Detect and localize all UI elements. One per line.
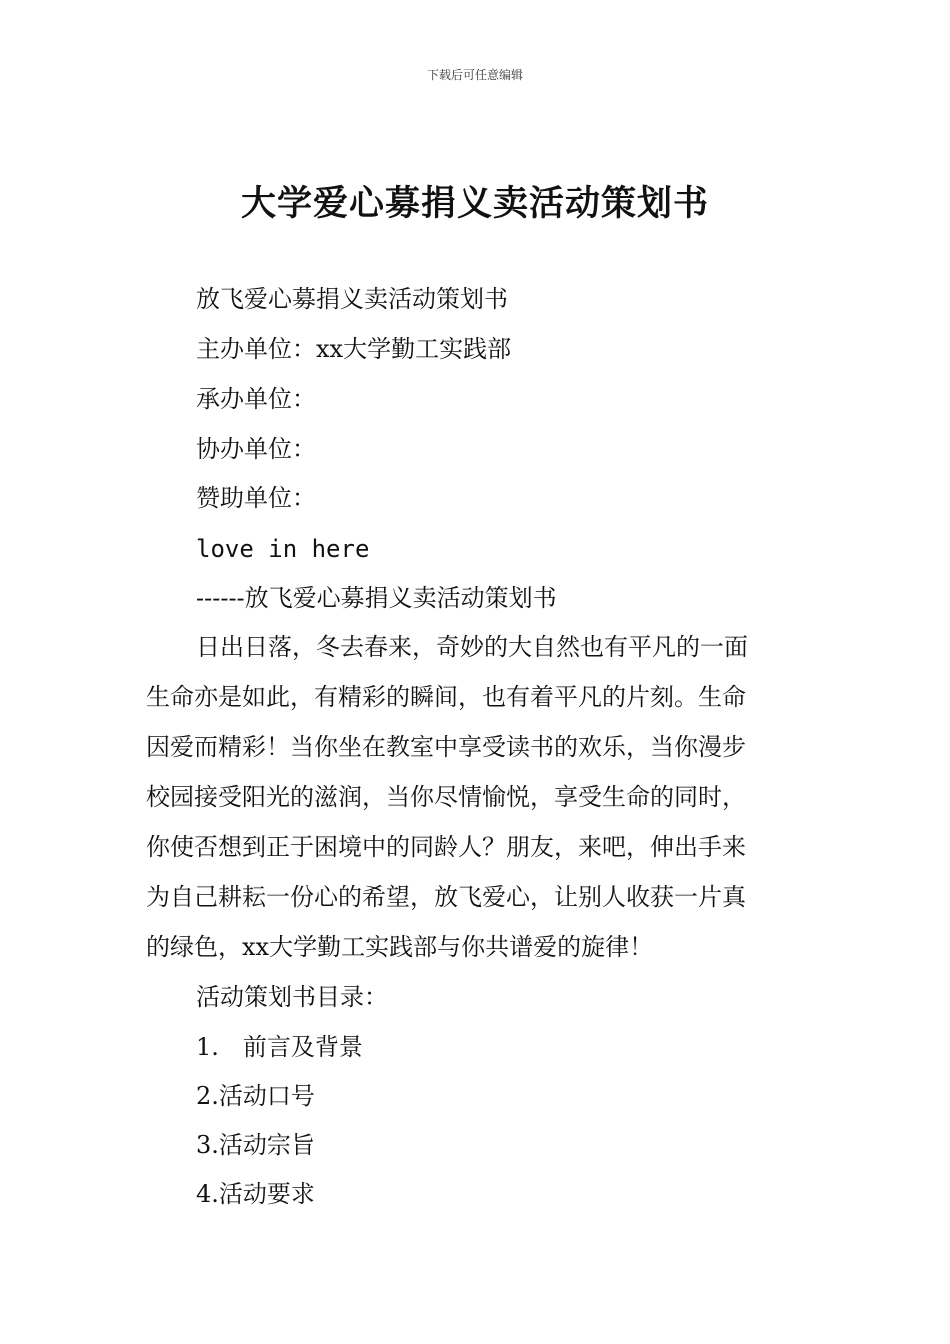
intro-paragraph-line: 的绿色，xx大学勤工实践部与你共谱爱的旋律！: [146, 933, 654, 961]
toc-item: 3.活动宗旨: [196, 1131, 315, 1159]
intro-paragraph-line: 生命亦是如此，有精彩的瞬间，也有着平凡的片刻。生命: [146, 683, 746, 711]
co-organizer-line: 协办单位：: [196, 435, 316, 463]
page-header-note: 下载后可任意编辑: [426, 68, 523, 82]
organizer-line: 主办单位：xx大学勤工实践部: [196, 335, 512, 363]
intro-paragraph-line: 为自己耕耘一份心的希望，放飞爱心，让别人收获一片真: [146, 883, 746, 911]
dash-title-line: ------放飞爱心募捐义卖活动策划书: [196, 584, 557, 612]
toc-heading: 活动策划书目录：: [196, 983, 388, 1011]
toc-item: 1. 前言及背景: [196, 1033, 363, 1061]
sponsor-line: 赞助单位：: [196, 484, 316, 512]
toc-item: 2.活动口号: [196, 1082, 315, 1110]
intro-paragraph-line: 校园接受阳光的滋润，当你尽情愉悦，享受生命的同时，: [146, 783, 746, 811]
undertaker-line: 承办单位：: [196, 385, 316, 413]
toc-item: 4.活动要求: [196, 1180, 315, 1208]
intro-paragraph-line: 日出日落，冬去春来，奇妙的大自然也有平凡的一面: [196, 633, 748, 661]
subtitle-line: 放飞爱心募捐义卖活动策划书: [196, 285, 508, 313]
slogan-line: love in here: [196, 535, 370, 563]
intro-paragraph-line: 你使否想到正于困境中的同龄人？朋友，来吧，伸出手来: [146, 833, 746, 861]
intro-paragraph-line: 因爱而精彩！当你坐在教室中享受读书的欢乐，当你漫步: [146, 733, 746, 761]
document-title: 大学爱心募捐义卖活动策划书: [240, 184, 709, 224]
